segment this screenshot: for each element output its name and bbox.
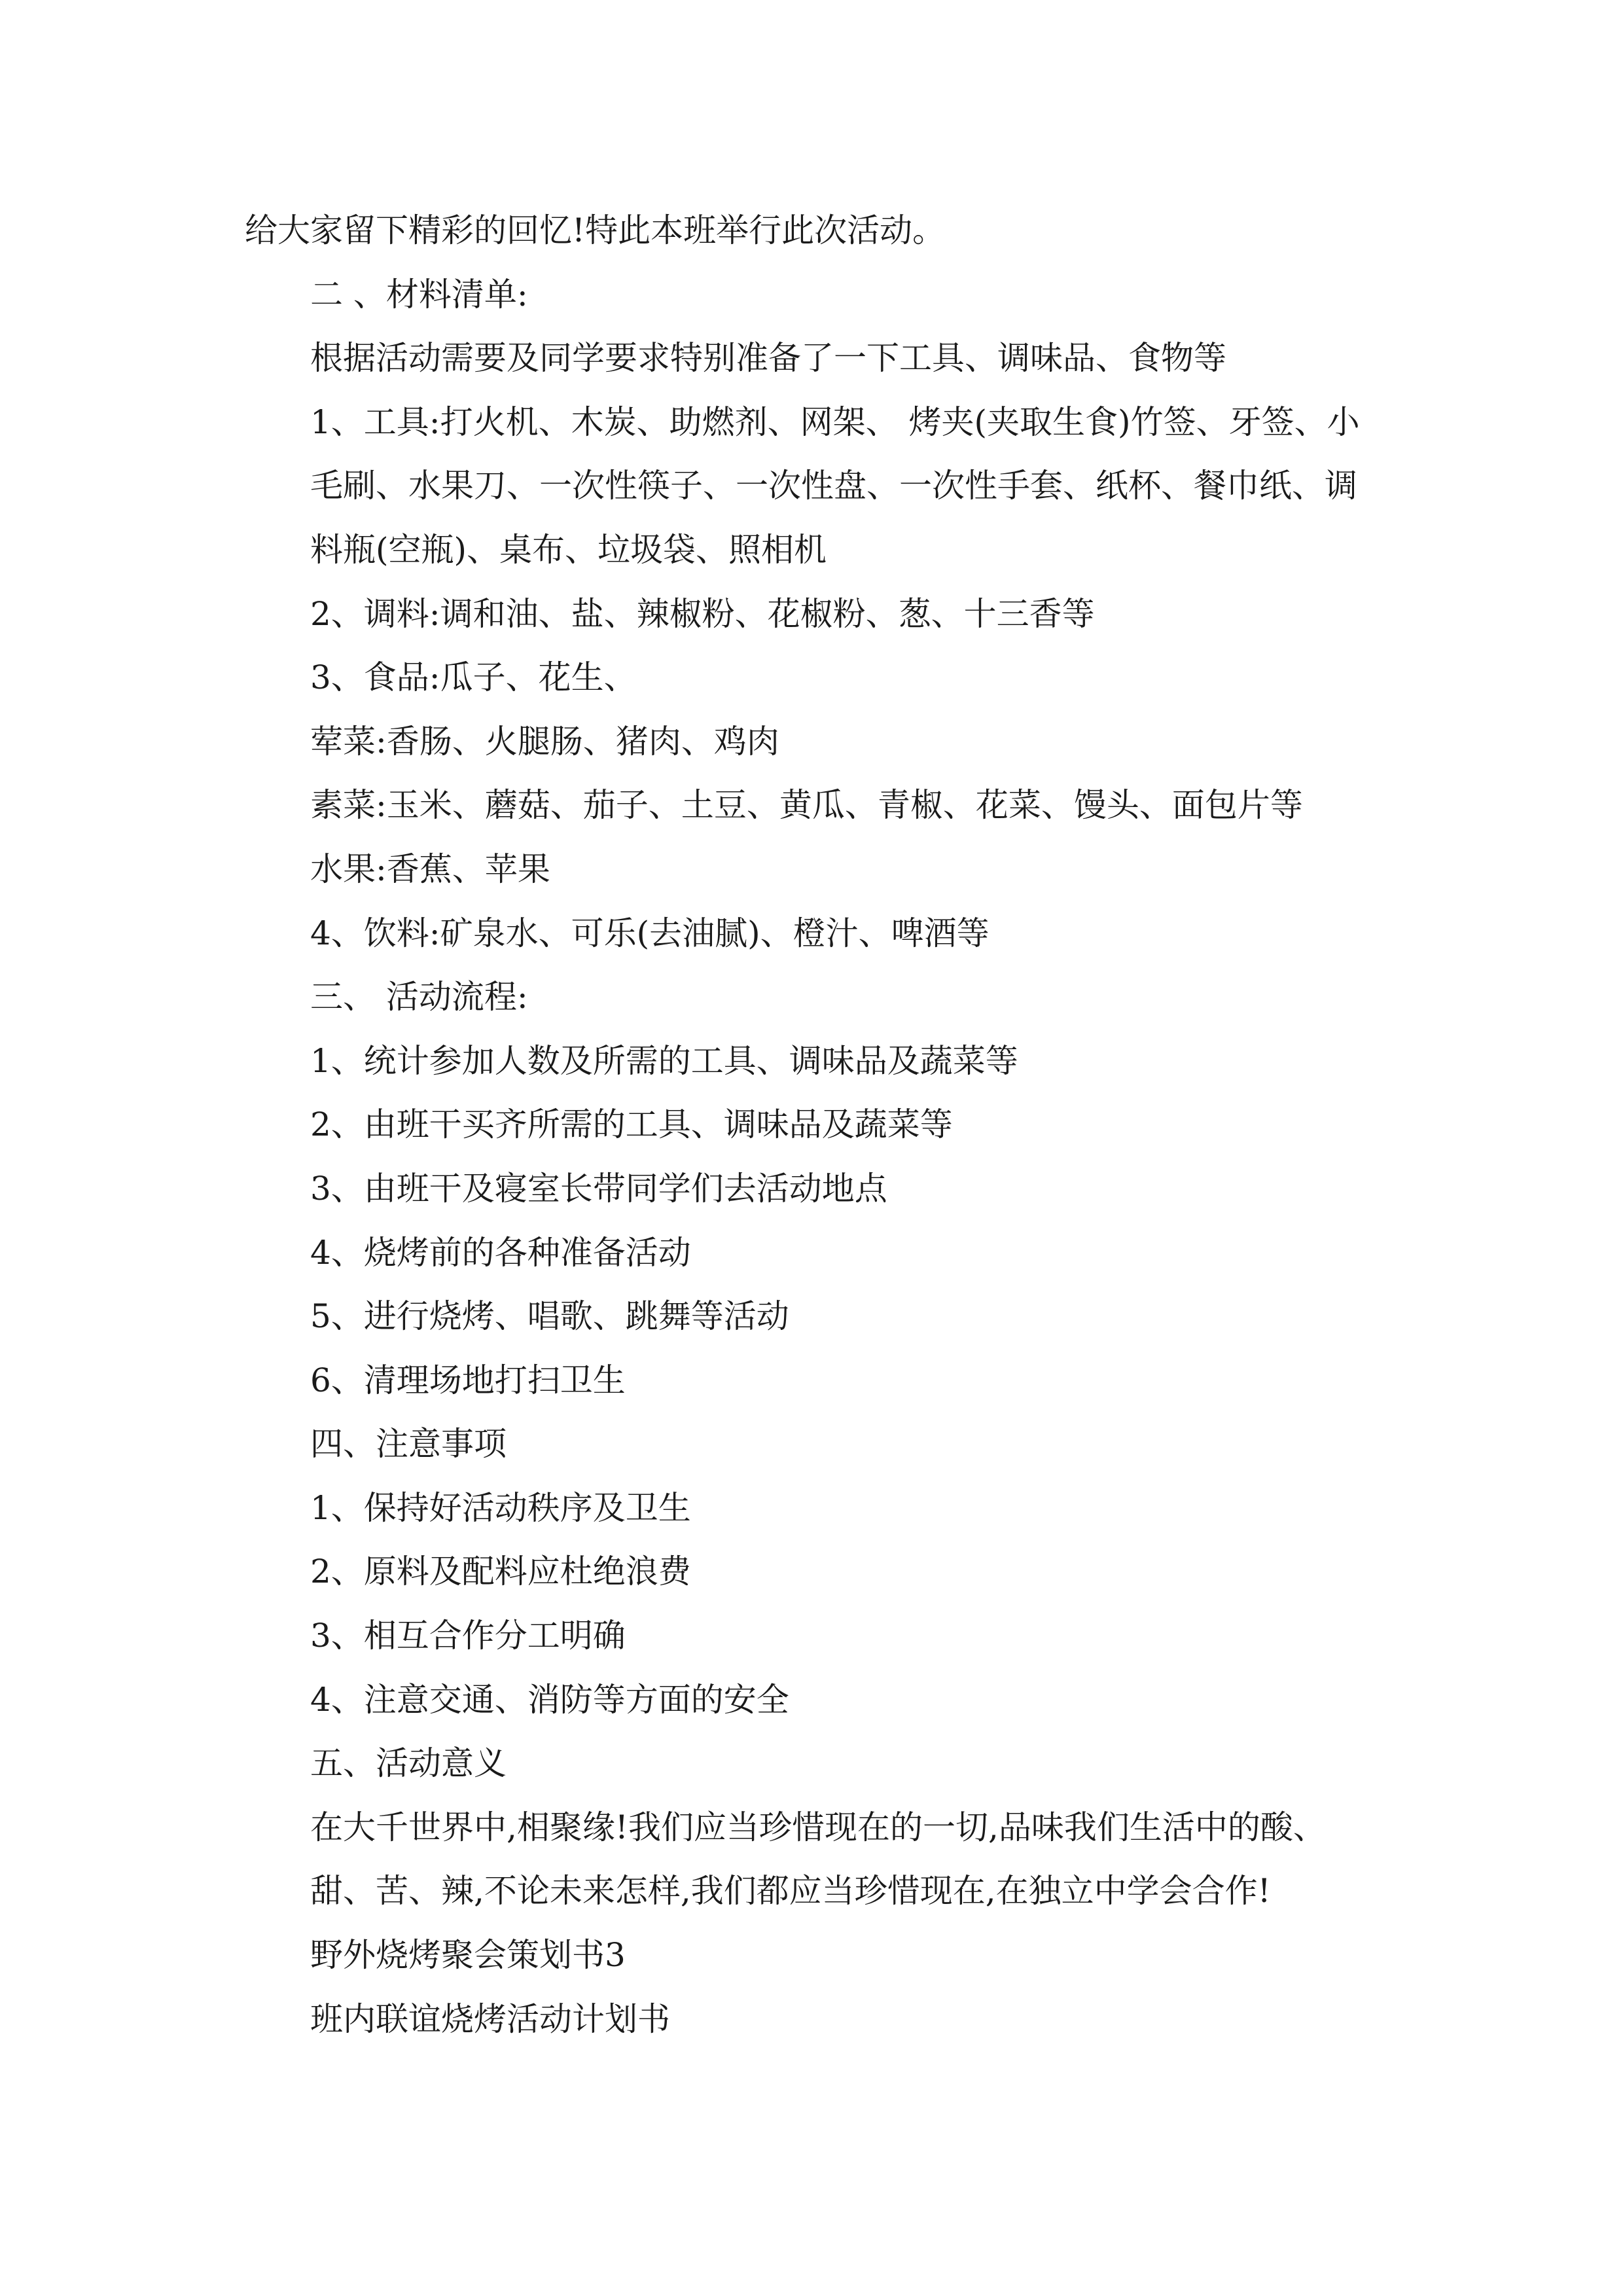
list-item-process-5: 5、进行烧烤、唱歌、跳舞等活动 bbox=[310, 1297, 789, 1336]
list-item-precaution-1: 1、保持好活动秩序及卫生 bbox=[310, 1488, 691, 1527]
list-item-seasonings: 2、调料:调和油、盐、辣椒粉、花椒粉、葱、十三香等 bbox=[310, 594, 1095, 633]
paragraph-significance: 在大千世界中,相聚缘!我们应当珍惜现在的一切,品味我们生活中的酸、甜、苦、辣,不论未来怎样,我们都应当珍惜现在,在独立中学会合作! bbox=[310, 1808, 1326, 1910]
list-item-process-6: 6、清理场地打扫卫生 bbox=[310, 1361, 626, 1399]
heading-precautions: 四、注意事项 bbox=[310, 1425, 507, 1463]
heading-class-bbq-plan: 班内联谊烧烤活动计划书 bbox=[310, 2000, 670, 2038]
heading-plan-3: 野外烧烤聚会策划书3 bbox=[310, 1936, 626, 1975]
document-body bbox=[245, 199, 1383, 2051]
heading-significance: 五、活动意义 bbox=[310, 1744, 507, 1783]
list-item-precaution-4: 4、注意交通、消防等方面的安全 bbox=[310, 1680, 789, 1719]
paragraph-materials-intro: 根据活动需要及同学要求特别准备了一下工具、调味品、食物等 bbox=[310, 339, 1226, 378]
list-item-fruit: 水果:香蕉、苹果 bbox=[310, 850, 550, 888]
heading-materials-list: 二 、材料清单: bbox=[310, 275, 528, 314]
list-item-tools: 1、工具:打火机、木炭、助燃剂、网架、 烤夹(夹取生食)竹签、牙签、小毛刷、水果刀、一次性筷子、一次性盘、一次性手套、纸杯、餐巾纸、调料瓶(空瓶)、桌布、垃圾袋、照相机 bbox=[310, 403, 1360, 569]
list-item-process-1: 1、统计参加人数及所需的工具、调味品及蔬菜等 bbox=[310, 1041, 1018, 1080]
heading-activity-process: 三、 活动流程: bbox=[310, 978, 528, 1016]
list-item-food: 3、食品:瓜子、花生、 bbox=[310, 658, 637, 697]
list-item-process-3: 3、由班干及寝室长带同学们去活动地点 bbox=[310, 1169, 887, 1208]
paragraph-intro-continuation: 给大家留下精彩的回忆!特此本班举行此次活动。 bbox=[245, 211, 946, 249]
list-item-drinks: 4、饮料:矿泉水、可乐(去油腻)、橙汁、啤酒等 bbox=[310, 914, 990, 952]
list-item-precaution-2: 2、原料及配料应杜绝浪费 bbox=[310, 1552, 691, 1591]
list-item-precaution-3: 3、相互合作分工明确 bbox=[310, 1617, 626, 1655]
list-item-meat: 荤菜:香肠、火腿肠、猪肉、鸡肉 bbox=[310, 722, 779, 761]
list-item-vegetables: 素菜:玉米、蘑菇、茄子、土豆、黄瓜、青椒、花菜、馒头、面包片等 bbox=[310, 786, 1303, 825]
list-item-process-2: 2、由班干买齐所需的工具、调味品及蔬菜等 bbox=[310, 1105, 953, 1144]
list-item-process-4: 4、烧烤前的各种准备活动 bbox=[310, 1233, 691, 1272]
